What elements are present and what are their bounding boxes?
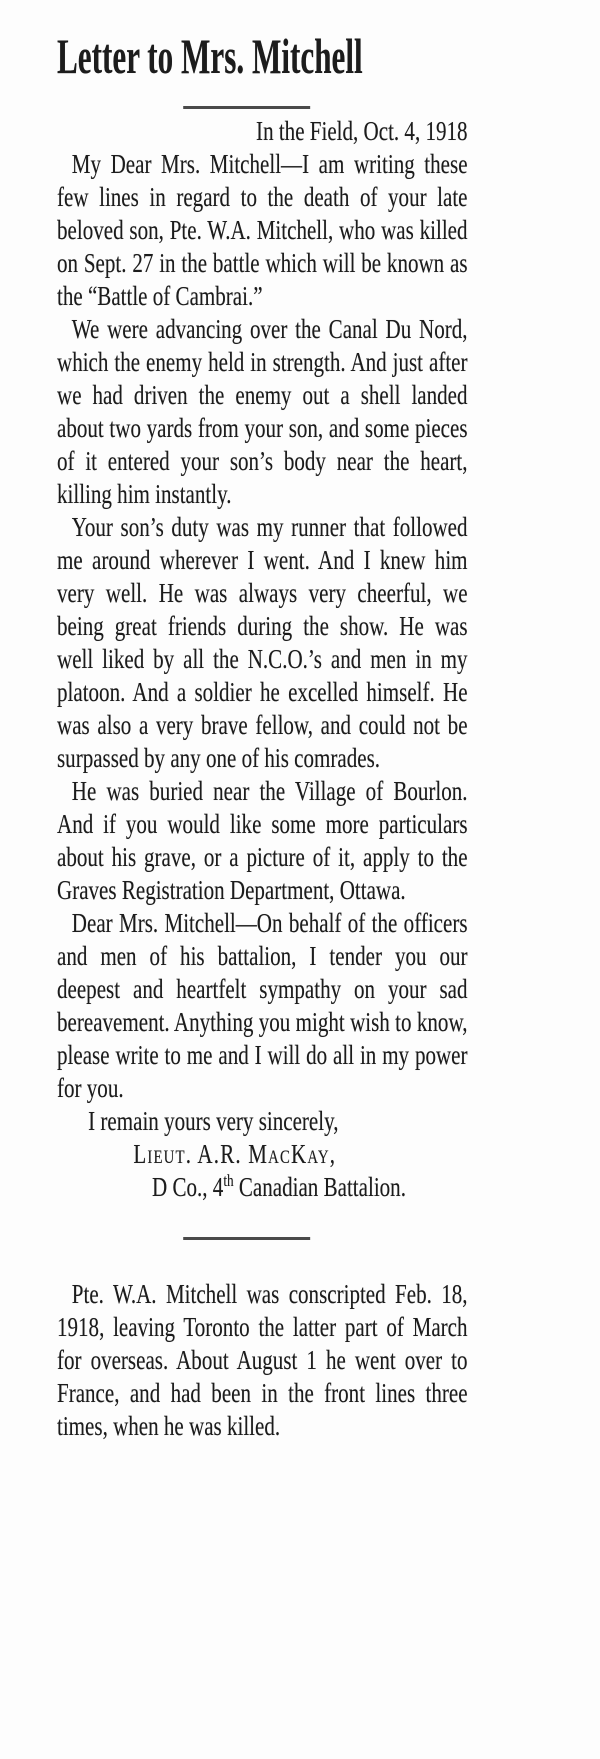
page-title-text: Letter to Mrs. Mitchell xyxy=(57,28,363,84)
letter-paragraph: We were advancing over the Canal Du Nord, which the enemy held in strength. And just after we had driven the enemy out a shell landed about two yards from your son, and some pieces of it entered your son’s body near the heart, killing him instantly. xyxy=(57,314,468,509)
letter-paragraph: My Dear Mrs. Mitchell—I am writing these few lines in regard to the death of your late beloved son, Pte. W.A. Mitchell, who was killed on Sept. 27 in the battle which will be known as the “Battle of Cambrai.” xyxy=(57,149,468,311)
letter-paragraph: Dear Mrs. Mitchell—On behalf of the officers and men of his battalion, I tender you our deepest and heartfelt sympathy on your sad bereavement. Anything you might wish to know, please write to me and I will do all in my power for you. xyxy=(57,908,468,1103)
ordinal-superscript: th xyxy=(223,1171,234,1190)
letter-body xyxy=(57,148,468,1105)
page-title xyxy=(57,30,468,82)
section-divider xyxy=(183,1237,310,1240)
signature-name: Lieut. A.R. MacKay, xyxy=(133,1139,337,1169)
letter-closing: I remain yours very sincerely, xyxy=(88,1106,339,1136)
dateline: In the Field, Oct. 4, 1918 xyxy=(256,116,468,146)
section-divider xyxy=(183,106,310,109)
signature-unit-text: D Co., 4 xyxy=(152,1172,224,1202)
letter-paragraph: Your son’s duty was my runner that followed me around wherever I went. And I knew him very well. He was always very cheerful, we being great friends during the show. He was well liked by all the N.C.O.’s and men in my platoon. And a soldier he excelled himself. He was also a very brave fellow, and could not be surpassed by any one of his comrades. xyxy=(57,512,468,773)
signature-unit-text: Canadian Battalion. xyxy=(233,1172,406,1202)
letter-paragraph: He was buried near the Village of Bourlon. And if you would like some more particulars about his grave, or a picture of it, apply to the Graves Registration Department, Ottawa. xyxy=(57,776,468,905)
obituary-paragraph: Pte. W.A. Mitchell was conscripted Feb. 18, 1918, leaving Toronto the latter part of March for overseas. About August 1 he went over to France, and had been in the front lines three times, when he was killed. xyxy=(57,1279,468,1441)
letter-column xyxy=(57,30,468,1443)
signature-unit xyxy=(152,1171,467,1204)
